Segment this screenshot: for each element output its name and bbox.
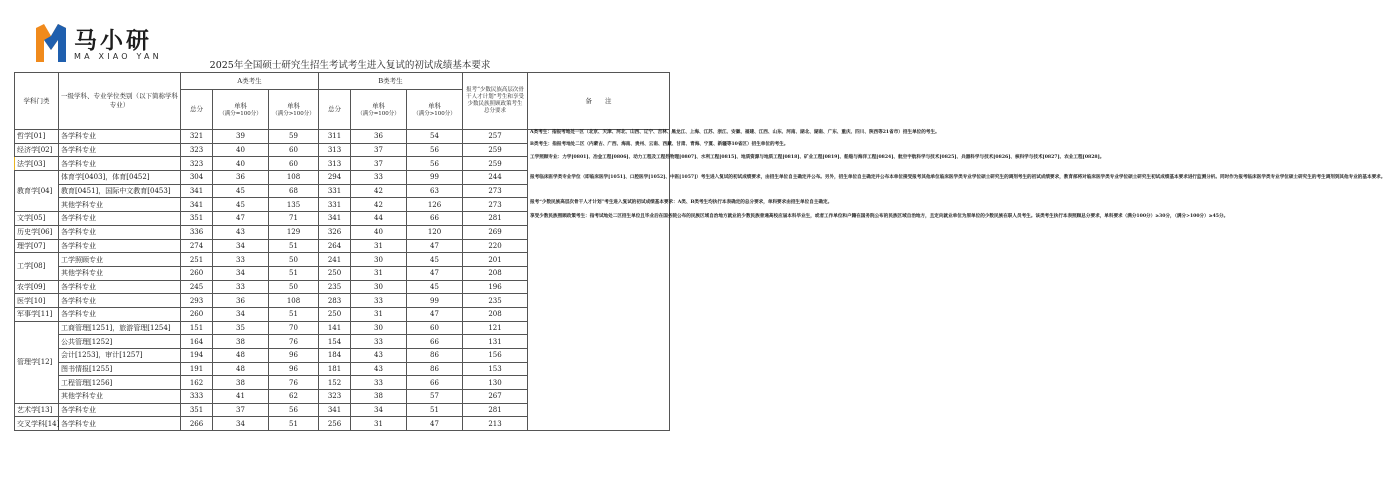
- discipline-cell: 农学[09]: [15, 280, 59, 294]
- score-cell-b: 313: [319, 157, 351, 171]
- score-cell-b: 38: [351, 390, 407, 404]
- major-cell: 工程管理[1256]: [59, 376, 181, 390]
- score-cell-b: 33: [351, 171, 407, 185]
- score-cell-a: 59: [269, 130, 319, 144]
- major-cell: 各学科专业: [59, 294, 181, 308]
- major-cell: 各学科专业: [59, 157, 181, 171]
- score-cell-a: 41: [213, 390, 269, 404]
- score-cell-b: 54: [407, 130, 463, 144]
- score-cell-a: 35: [213, 321, 269, 335]
- score-cell-a: 194: [181, 349, 213, 363]
- plan-total-cell: 281: [463, 212, 528, 226]
- major-cell: 工学照顾专业: [59, 253, 181, 267]
- header-discipline: 学科门类: [15, 73, 59, 130]
- plan-total-cell: 281: [463, 403, 528, 417]
- score-cell-a: 51: [269, 417, 319, 431]
- score-cell-b: 313: [319, 143, 351, 157]
- score-cell-a: 60: [269, 143, 319, 157]
- note-paragraph: 享受少数民族照顾政策考生：指考试地处二区招生单位且毕业后在国务院公布的民族区域自治地方就业的少数民族普通高校应届本科毕业生，或者工作单位和户籍在国务院公布的民族区域自治地方，且定向就业单位为原单位的少数民族在职人员考生。该类考生执行本表照顾总分要求，单科要求（满分100分）≥30分，（满分>100分）≥45分。: [530, 214, 1229, 220]
- score-cell-a: 40: [213, 157, 269, 171]
- score-cell-b: 326: [319, 225, 351, 239]
- major-cell: 其他学科专业: [59, 198, 181, 212]
- score-cell-b: 99: [407, 171, 463, 185]
- score-cell-a: 51: [269, 307, 319, 321]
- discipline-cell: 经济学[02]: [15, 143, 59, 157]
- score-cell-b: 47: [407, 239, 463, 253]
- score-cell-b: 256: [319, 417, 351, 431]
- score-cell-b: 152: [319, 376, 351, 390]
- score-cell-a: 96: [269, 362, 319, 376]
- score-cell-a: 76: [269, 335, 319, 349]
- header-zone-b: B类考生: [319, 73, 463, 90]
- plan-total-cell: 259: [463, 143, 528, 157]
- score-cell-a: 33: [213, 280, 269, 294]
- document-title: 2025年全国硕士研究生招生考试考生进入复试的初试成绩基本要求: [209, 60, 491, 71]
- score-cell-b: 241: [319, 253, 351, 267]
- score-cell-a: 108: [269, 294, 319, 308]
- score-cell-a: 71: [269, 212, 319, 226]
- score-cell-a: 245: [181, 280, 213, 294]
- major-cell: 图书情报[1255]: [59, 362, 181, 376]
- score-cell-b: 283: [319, 294, 351, 308]
- major-cell: 各学科专业: [59, 130, 181, 144]
- score-cell-a: 38: [213, 335, 269, 349]
- score-cell-b: 47: [407, 417, 463, 431]
- score-cell-b: 154: [319, 335, 351, 349]
- score-cell-b: 250: [319, 307, 351, 321]
- score-cell-a: 39: [213, 130, 269, 144]
- score-cell-b: 66: [407, 212, 463, 226]
- score-cell-b: 294: [319, 171, 351, 185]
- score-cell-a: 47: [213, 212, 269, 226]
- discipline-cell: 文学[05]: [15, 212, 59, 226]
- score-cell-b: 250: [319, 266, 351, 280]
- score-cell-b: 37: [351, 143, 407, 157]
- header-a-total: 总分: [181, 90, 213, 130]
- score-cell-b: 341: [319, 403, 351, 417]
- plan-total-cell: 153: [463, 362, 528, 376]
- logo-chinese-name: 马小研: [74, 28, 152, 54]
- major-cell: 各学科专业: [59, 307, 181, 321]
- score-cell-b: 126: [407, 198, 463, 212]
- plan-total-cell: 121: [463, 321, 528, 335]
- score-cell-a: 251: [181, 253, 213, 267]
- score-cell-b: 47: [407, 266, 463, 280]
- score-cell-a: 260: [181, 307, 213, 321]
- score-cell-b: 40: [351, 225, 407, 239]
- score-cell-a: 164: [181, 335, 213, 349]
- major-cell: 教育[0451]，国际中文教育[0453]: [59, 184, 181, 198]
- score-cell-a: 48: [213, 362, 269, 376]
- score-cell-a: 50: [269, 280, 319, 294]
- major-cell: 各学科专业: [59, 239, 181, 253]
- plan-total-cell: 259: [463, 157, 528, 171]
- plan-total-cell: 208: [463, 307, 528, 321]
- score-cell-b: 33: [351, 376, 407, 390]
- score-cell-b: 42: [351, 184, 407, 198]
- score-cell-a: 40: [213, 143, 269, 157]
- score-cell-b: 45: [407, 253, 463, 267]
- header-major: 一级学科、专业学位类别（以下简称学科专业）: [59, 73, 181, 130]
- score-cell-b: 42: [351, 198, 407, 212]
- plan-total-cell: 131: [463, 335, 528, 349]
- score-cell-a: 34: [213, 239, 269, 253]
- header-notes: 备 注: [528, 73, 670, 130]
- score-cell-b: 86: [407, 349, 463, 363]
- plan-total-cell: 235: [463, 294, 528, 308]
- score-cell-a: 34: [213, 417, 269, 431]
- score-cell-b: 45: [407, 280, 463, 294]
- score-cell-a: 45: [213, 184, 269, 198]
- major-cell: 公共管理[1252]: [59, 335, 181, 349]
- score-cell-a: 34: [213, 307, 269, 321]
- score-cell-b: 33: [351, 335, 407, 349]
- major-cell: 各学科专业: [59, 280, 181, 294]
- score-cell-a: 76: [269, 376, 319, 390]
- score-cell-b: 31: [351, 266, 407, 280]
- note-paragraph: A类考生：指报考地处一区（北京、天津、河北、山西、辽宁、吉林、黑龙江、上海、江苏、浙江、安徽、福建、江西、山东、河南、湖北、湖南、广东、重庆、四川、陕西等21省市）招生单位的考生。: [530, 130, 940, 135]
- discipline-cell: 理学[07]: [15, 239, 59, 253]
- score-cell-b: 56: [407, 143, 463, 157]
- discipline-cell: 哲学[01]: [15, 130, 59, 144]
- score-cell-a: 260: [181, 266, 213, 280]
- score-cell-b: 31: [351, 307, 407, 321]
- score-cell-a: 108: [269, 171, 319, 185]
- score-cell-a: 33: [213, 253, 269, 267]
- score-cell-a: 62: [269, 390, 319, 404]
- score-cell-a: 321: [181, 130, 213, 144]
- score-cell-b: 60: [407, 321, 463, 335]
- score-cell-a: 68: [269, 184, 319, 198]
- score-cell-a: 45: [213, 198, 269, 212]
- discipline-cell: 军事学[11]: [15, 307, 59, 321]
- score-cell-a: 304: [181, 171, 213, 185]
- score-cell-a: 336: [181, 225, 213, 239]
- plan-total-cell: 273: [463, 198, 528, 212]
- score-cell-b: 30: [351, 321, 407, 335]
- score-cell-a: 323: [181, 143, 213, 157]
- plan-total-cell: 130: [463, 376, 528, 390]
- header-b-single-gt100: 单科 （满分>100分）: [407, 90, 463, 130]
- score-cell-b: 57: [407, 390, 463, 404]
- score-cell-a: 135: [269, 198, 319, 212]
- score-table: [14, 72, 1385, 431]
- plan-total-cell: 257: [463, 130, 528, 144]
- notes-cell: [528, 130, 1385, 431]
- score-cell-b: 311: [319, 130, 351, 144]
- header-plan-total: 报考“少数民族高层次骨干人才计划”考生和享受少数民族照顾政策考生总分要求: [463, 73, 528, 130]
- score-cell-b: 34: [351, 403, 407, 417]
- score-cell-b: 99: [407, 294, 463, 308]
- score-cell-a: 266: [181, 417, 213, 431]
- score-cell-a: 38: [213, 376, 269, 390]
- score-cell-b: 51: [407, 403, 463, 417]
- major-cell: 各学科专业: [59, 403, 181, 417]
- table-row: [15, 130, 670, 144]
- score-cell-b: 331: [319, 184, 351, 198]
- score-cell-a: 151: [181, 321, 213, 335]
- score-cell-a: 43: [213, 225, 269, 239]
- score-cell-a: 37: [213, 403, 269, 417]
- score-cell-b: 44: [351, 212, 407, 226]
- score-cell-b: 184: [319, 349, 351, 363]
- score-cell-a: 351: [181, 212, 213, 226]
- score-cell-a: 293: [181, 294, 213, 308]
- score-cell-a: 351: [181, 403, 213, 417]
- score-cell-b: 56: [407, 157, 463, 171]
- discipline-cell: 历史学[06]: [15, 225, 59, 239]
- major-cell: 体育学[0403]，体育[0452]: [59, 171, 181, 185]
- plan-total-cell: 273: [463, 184, 528, 198]
- score-cell-b: 30: [351, 280, 407, 294]
- discipline-cell: 交叉学科[14]: [15, 417, 59, 431]
- score-cell-a: 56: [269, 403, 319, 417]
- plan-total-cell: 208: [463, 266, 528, 280]
- plan-total-cell: 220: [463, 239, 528, 253]
- score-cell-b: 86: [407, 362, 463, 376]
- header-b-total: 总分: [319, 90, 351, 130]
- score-cell-a: 323: [181, 157, 213, 171]
- score-cell-a: 36: [213, 294, 269, 308]
- score-cell-a: 34: [213, 266, 269, 280]
- header-a-single-100: 单科 （满分=100分）: [213, 90, 269, 130]
- note-paragraph: B类考生：指报考地处二区（内蒙古、广西、海南、贵州、云南、西藏、甘肃、青海、宁夏、新疆等10省区）招生单位的考生。: [530, 142, 789, 148]
- score-cell-b: 43: [351, 349, 407, 363]
- score-cell-b: 181: [319, 362, 351, 376]
- plan-total-cell: 267: [463, 390, 528, 404]
- note-paragraph: 报考“少数民族高层次骨干人才计划”考生进入复试的初试成绩基本要求：A类、B类考生均执行本表确定的总分要求，单科要求由招生单位自主确定。: [530, 199, 833, 205]
- score-cell-a: 129: [269, 225, 319, 239]
- header-zone-a: A类考生: [181, 73, 319, 90]
- header-b-single-100: 单科 （满分=100分）: [351, 90, 407, 130]
- score-cell-b: 63: [407, 184, 463, 198]
- score-cell-a: 341: [181, 184, 213, 198]
- score-cell-a: 341: [181, 198, 213, 212]
- discipline-cell: 法学[03]: [15, 157, 59, 171]
- score-cell-a: 48: [213, 349, 269, 363]
- score-cell-b: 30: [351, 253, 407, 267]
- score-cell-b: 323: [319, 390, 351, 404]
- score-cell-b: 43: [351, 362, 407, 376]
- score-cell-a: 51: [269, 266, 319, 280]
- logo-mark-icon: [34, 22, 68, 64]
- plan-total-cell: 269: [463, 225, 528, 239]
- plan-total-cell: 196: [463, 280, 528, 294]
- plan-total-cell: 156: [463, 349, 528, 363]
- discipline-cell: 工学[08]: [15, 253, 59, 280]
- score-cell-a: 50: [269, 253, 319, 267]
- major-cell: 工商管理[1251]，旅游管理[1254]: [59, 321, 181, 335]
- major-cell: 其他学科专业: [59, 266, 181, 280]
- score-cell-a: 333: [181, 390, 213, 404]
- score-cell-a: 274: [181, 239, 213, 253]
- note-paragraph: 工学照顾专业：力学[0801]、冶金工程[0806]、动力工程及工程热物理[0807]、水利工程[0815]、地质资源与地质工程[0818]、矿业工程[0819]、船舶与海洋工程[0824]、航空宇航科学与技术[0825]、兵器科学与技术[0826]、核科学与技术[0827]、农业工程[0828]。: [530, 154, 1105, 160]
- score-cell-a: 191: [181, 362, 213, 376]
- score-cell-a: 96: [269, 349, 319, 363]
- note-paragraph: 报考临床医学类专业学位（即临床医学[1051]、口腔医学[1052]、中医[1057]）考生进入复试的初试成绩要求，由招生单位自主确定并公布。另外，招生单位自主确定并公布本单位接受报考其他单位临床医学类专业学位硕士研究生的调剂考生的初试成绩要求，教育部将对临床医学类专业学位硕士研究生初试成绩基本要求进行监测分析。同时作为报考临床医学类专业学位硕士研究生的考生调剂到其他专业的基本要求。: [530, 175, 1385, 181]
- score-cell-b: 120: [407, 225, 463, 239]
- score-cell-b: 37: [351, 157, 407, 171]
- plan-total-cell: 201: [463, 253, 528, 267]
- score-cell-a: 51: [269, 239, 319, 253]
- logo-english-name: MA XIAO YAN: [74, 52, 162, 61]
- discipline-cell: 医学[10]: [15, 294, 59, 308]
- major-cell: 会计[1253]，审计[1257]: [59, 349, 181, 363]
- major-cell: 各学科专业: [59, 225, 181, 239]
- score-cell-a: 70: [269, 321, 319, 335]
- plan-total-cell: 213: [463, 417, 528, 431]
- score-cell-b: 66: [407, 376, 463, 390]
- score-cell-b: 141: [319, 321, 351, 335]
- discipline-cell: 管理学[12]: [15, 321, 59, 403]
- score-cell-b: 341: [319, 212, 351, 226]
- score-cell-b: 66: [407, 335, 463, 349]
- score-cell-b: 235: [319, 280, 351, 294]
- score-cell-b: 36: [351, 130, 407, 144]
- score-cell-b: 331: [319, 198, 351, 212]
- score-cell-b: 31: [351, 417, 407, 431]
- plan-total-cell: 244: [463, 171, 528, 185]
- score-cell-b: 264: [319, 239, 351, 253]
- discipline-cell: 教育学[04]: [15, 171, 59, 212]
- score-cell-b: 33: [351, 294, 407, 308]
- header-a-single-gt100: 单科 （满分>100分）: [269, 90, 319, 130]
- major-cell: 各学科专业: [59, 143, 181, 157]
- score-cell-a: 162: [181, 376, 213, 390]
- score-cell-a: 36: [213, 171, 269, 185]
- score-cell-a: 60: [269, 157, 319, 171]
- score-cell-b: 47: [407, 307, 463, 321]
- major-cell: 其他学科专业: [59, 390, 181, 404]
- major-cell: 各学科专业: [59, 417, 181, 431]
- major-cell: 各学科专业: [59, 212, 181, 226]
- discipline-cell: 艺术学[13]: [15, 403, 59, 417]
- score-cell-b: 31: [351, 239, 407, 253]
